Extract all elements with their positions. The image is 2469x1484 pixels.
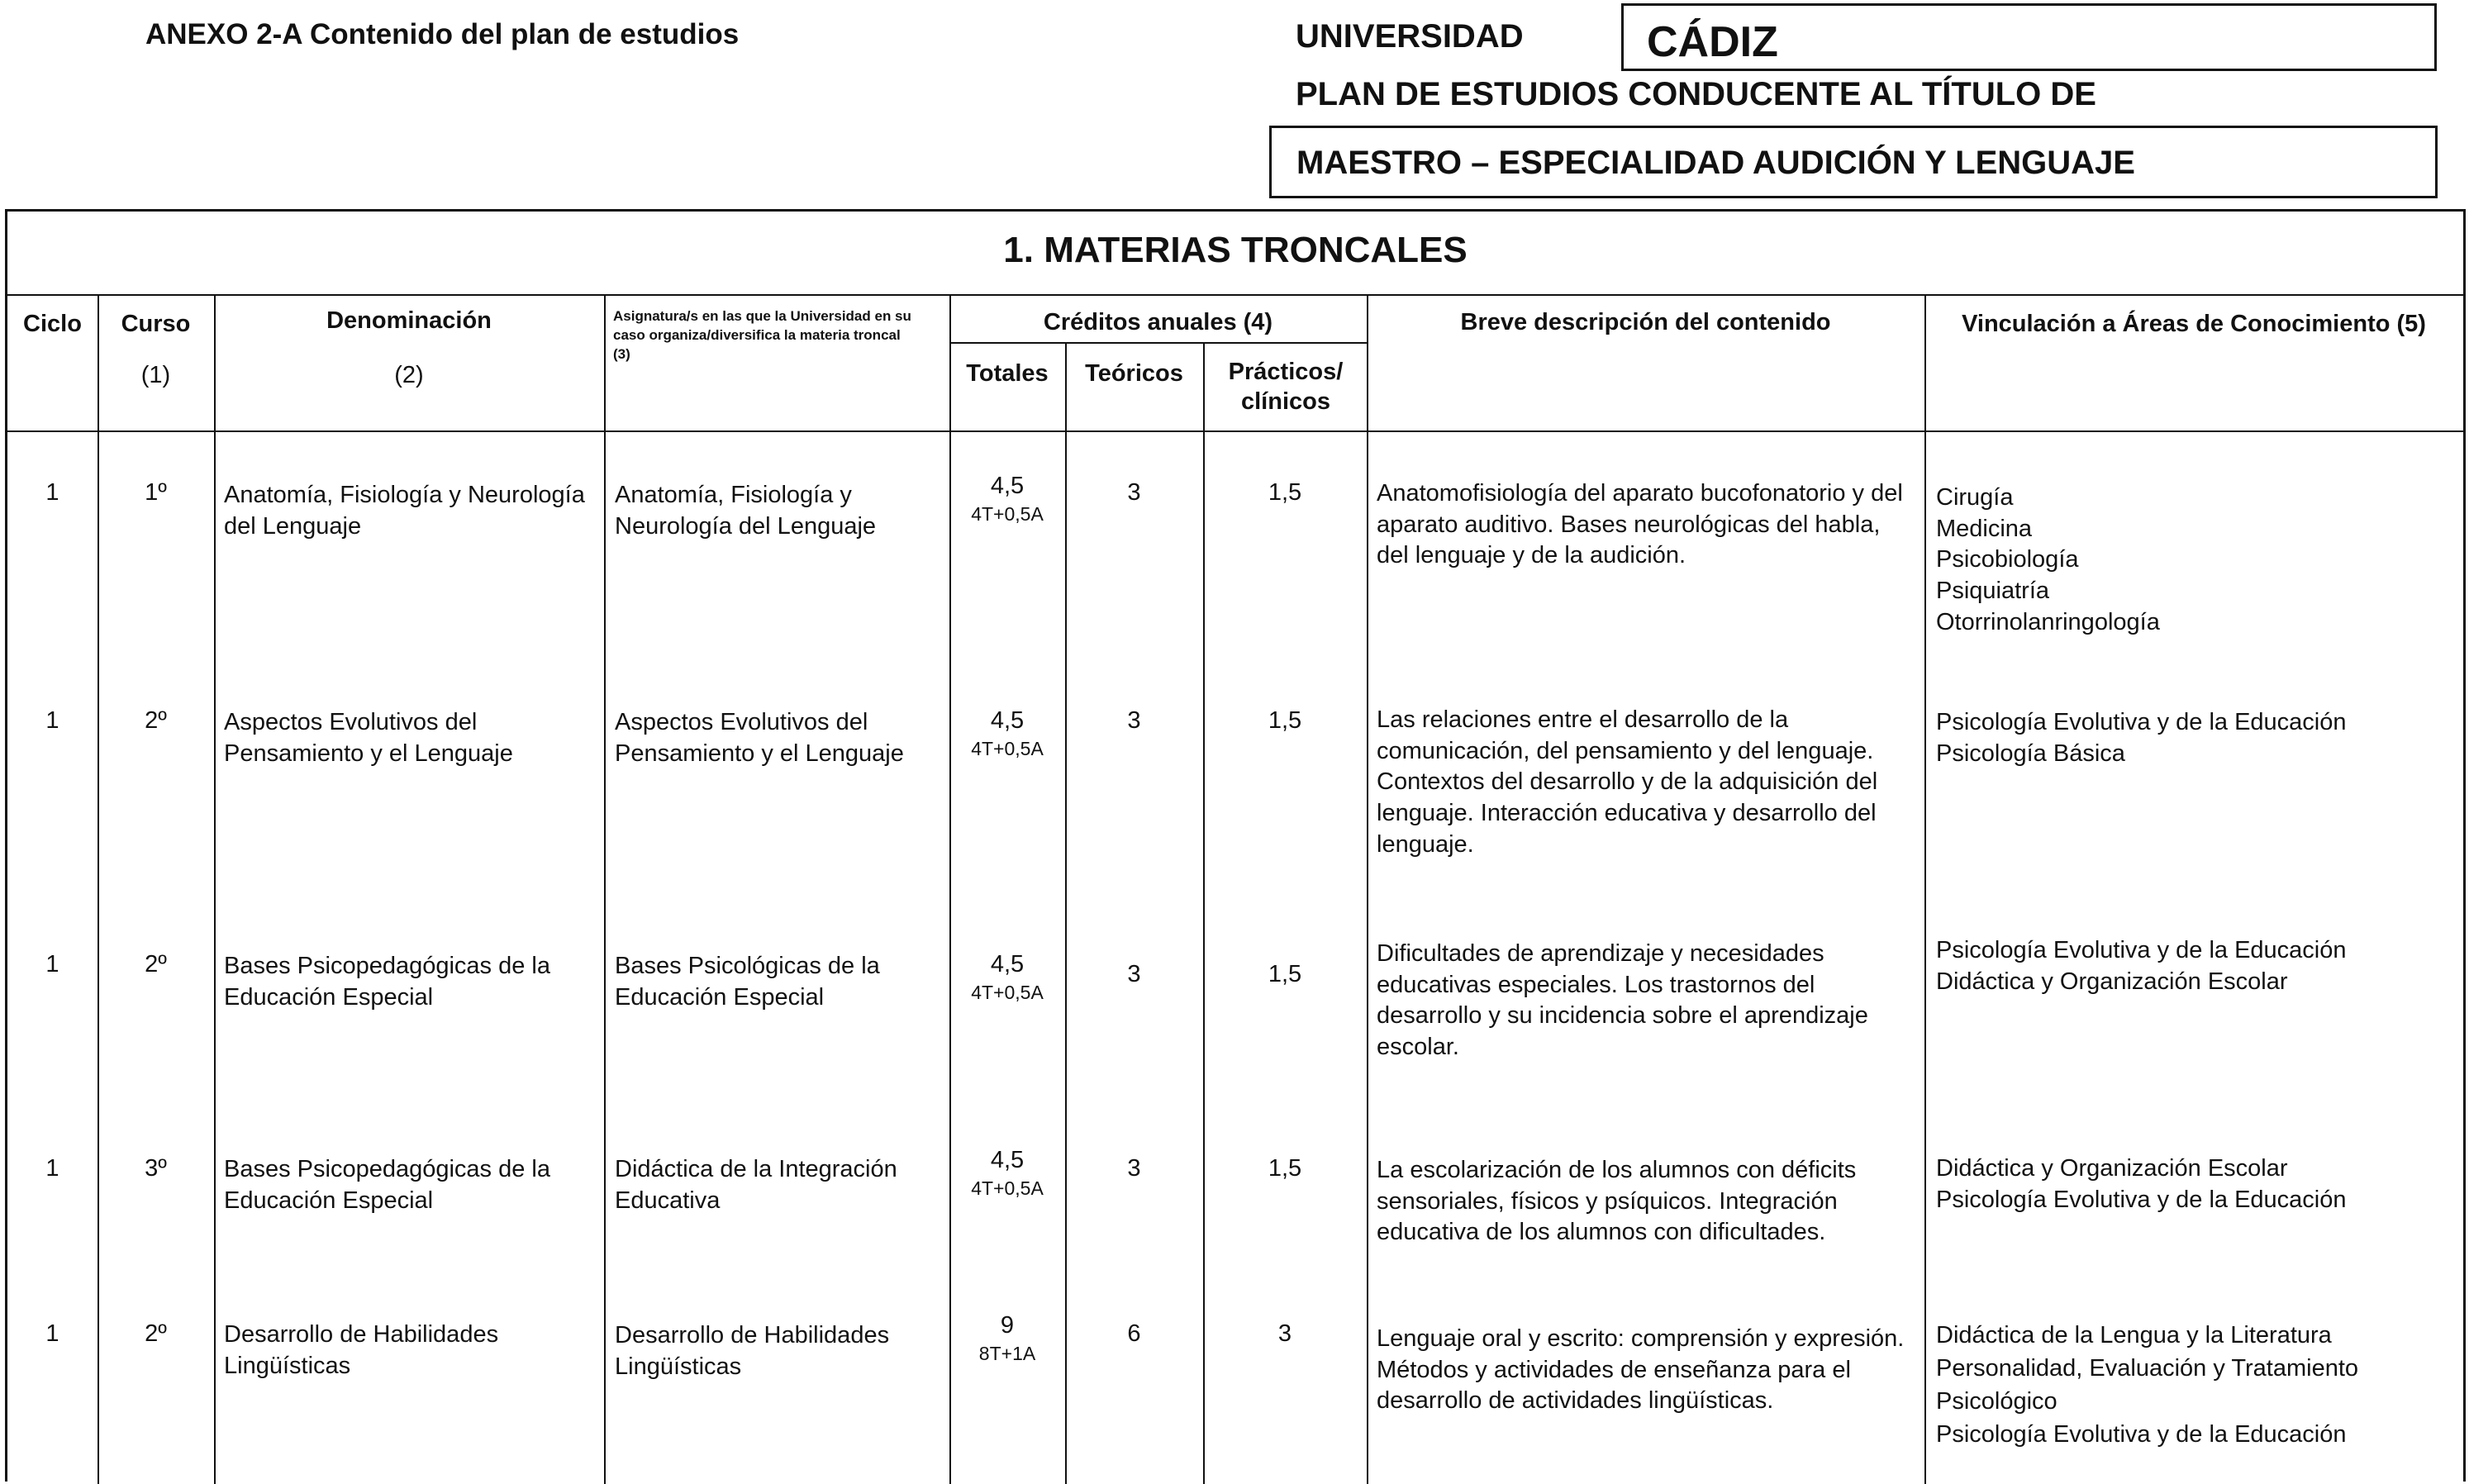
- column-divider: [1367, 294, 1368, 1484]
- cell-totales: [949, 471, 1065, 527]
- cell-ciclo: 1: [45, 1155, 59, 1182]
- cell-ciclo: 1: [45, 1320, 59, 1347]
- area-item: Didáctica y Organización Escolar: [1936, 1155, 2288, 1182]
- area-item: Psicología Básica: [1936, 740, 2125, 767]
- column-divider: [98, 294, 99, 1484]
- cell-denominacion: Aspectos Evolutivos del Pensamiento y el Lenguaje: [224, 709, 513, 767]
- col-creditos: Créditos anuales (4): [1043, 309, 1273, 335]
- cell-denominacion: Desarrollo de Habilidades Lingüísticas: [224, 1321, 499, 1379]
- cell-teoricos: 3: [1127, 707, 1141, 734]
- credits-total: 4,5: [990, 951, 1025, 977]
- area-item: Psiquiatría: [1936, 578, 2050, 605]
- cell-practicos: 1,5: [1268, 1155, 1302, 1182]
- area-item: Psicología Evolutiva y de la Educación: [1936, 1186, 2347, 1213]
- column-divider: [1924, 294, 1926, 1484]
- col-curso-note: (1): [140, 362, 171, 388]
- column-divider: [1203, 342, 1205, 1484]
- cell-totales: [949, 1310, 1065, 1367]
- cell-denominacion: Bases Psicopedagógicas de la Educación Especial: [224, 953, 550, 1011]
- area-item: Otorrinolanringología: [1936, 608, 2160, 635]
- cell-curso: 3º: [145, 1155, 167, 1182]
- cell-teoricos: 3: [1127, 961, 1141, 987]
- credits-total: 4,5: [990, 707, 1025, 734]
- cell-areas: [1936, 935, 2457, 997]
- cell-curso: 2º: [145, 707, 167, 734]
- cell-asignatura: Didáctica de la Integración Educativa: [615, 1156, 897, 1214]
- area-item: Psicología Evolutiva y de la Educación: [1936, 937, 2347, 963]
- area-item: Psicología Evolutiva y de la Educación: [1936, 1421, 2347, 1448]
- cell-teoricos: 3: [1127, 1155, 1141, 1182]
- area-item: Didáctica de la Lengua y la Literatura: [1936, 1322, 2332, 1348]
- cell-asignatura: Anatomía, Fisiología y Neurología del Lenguaje: [615, 482, 877, 540]
- col-practicos: Prácticos/ clínicos: [1228, 359, 1344, 416]
- plan-label: PLAN DE ESTUDIOS CONDUCENTE AL TÍTULO DE: [1296, 76, 2096, 112]
- cell-areas: [1936, 707, 2457, 769]
- cell-totales: [949, 1145, 1065, 1201]
- university-box: [1621, 3, 2437, 71]
- cell-descripcion: Lenguaje oral y escrito: comprensión y expresión. Métodos y actividades de enseñanza para el desarrollo de actividades lingüísticas.: [1377, 1325, 1905, 1415]
- section-title: 1. MATERIAS TRONCALES: [1003, 230, 1468, 270]
- cell-teoricos: 3: [1127, 479, 1141, 506]
- university-label: UNIVERSIDAD: [1296, 18, 1524, 55]
- cell-practicos: 3: [1277, 1320, 1292, 1347]
- cell-practicos: 1,5: [1268, 961, 1302, 987]
- subjects-table: [5, 209, 2466, 1482]
- col-denominacion-note: (2): [394, 362, 424, 388]
- col-areas: Vinculación a Áreas de Conocimiento (5): [1962, 311, 2426, 337]
- col-ciclo: Ciclo: [23, 311, 82, 337]
- cell-curso: 2º: [145, 951, 167, 977]
- cell-descripcion: Dificultades de aprendizaje y necesidades educativas especiales. Los trastornos del desarrollo y su incidencia sobre el aprendizaje escolar.: [1377, 940, 1868, 1061]
- credits-total: 4,5: [990, 1147, 1025, 1173]
- cell-curso: 2º: [145, 1320, 167, 1347]
- degree-title-box: [1269, 126, 2438, 198]
- area-item: Medicina: [1936, 515, 2033, 542]
- column-divider: [604, 294, 606, 1484]
- column-divider: [214, 294, 216, 1484]
- area-item: Personalidad, Evaluación y Tratamiento Psicológico: [1936, 1355, 2359, 1415]
- credits-total: 9: [1000, 1312, 1015, 1339]
- cell-asignatura: Bases Psicológicas de la Educación Especial: [615, 953, 880, 1011]
- col-totales: Totales: [966, 360, 1049, 387]
- annex-title: ANEXO 2-A Contenido del plan de estudios: [145, 18, 740, 50]
- col-curso: Curso: [121, 311, 191, 337]
- area-item: Didáctica y Organización Escolar: [1936, 968, 2288, 995]
- credits-detail: 8T+1A: [978, 1342, 1036, 1364]
- col-denominacion: Denominación: [326, 307, 492, 334]
- cell-practicos: 1,5: [1268, 707, 1302, 734]
- cell-descripcion: La escolarización de los alumnos con déficits sensoriales, físicos y psíquicos. Integración educativa de los alumnos con dificultades.: [1377, 1157, 1857, 1246]
- degree-title: MAESTRO – ESPECIALIDAD AUDICIÓN Y LENGUAJE: [1296, 145, 2135, 181]
- col-asignatura: Asignatura/s en las que la Universidad en su caso organiza/diversifica la materia troncal (3): [613, 308, 911, 362]
- area-item: Psicología Evolutiva y de la Educación: [1936, 709, 2347, 735]
- cell-areas: [1936, 483, 2457, 638]
- cell-areas: [1936, 1153, 2457, 1215]
- cell-curso: 1º: [145, 479, 167, 506]
- cell-totales: [949, 706, 1065, 762]
- credits-detail: 4T+0,5A: [971, 981, 1044, 1003]
- cell-totales: [949, 949, 1065, 1006]
- credits-detail: 4T+0,5A: [971, 1177, 1044, 1199]
- cell-ciclo: 1: [45, 951, 59, 977]
- cell-asignatura: Aspectos Evolutivos del Pensamiento y el Lenguaje: [615, 709, 904, 767]
- university-name: CÁDIZ: [1647, 18, 1778, 66]
- cell-practicos: 1,5: [1268, 479, 1302, 506]
- cell-areas: [1936, 1319, 2457, 1451]
- col-descripcion: Breve descripción del contenido: [1460, 309, 1831, 335]
- credits-detail: 4T+0,5A: [971, 737, 1044, 759]
- cell-descripcion: Anatomofisiología del aparato bucofonatorio y del aparato auditivo. Bases neurológicas del habla, del lenguaje y de la audición.: [1377, 480, 1903, 569]
- col-teoricos: Teóricos: [1085, 360, 1183, 387]
- cell-denominacion: Anatomía, Fisiología y Neurología del Lenguaje: [224, 482, 585, 540]
- cell-denominacion: Bases Psicopedagógicas de la Educación Especial: [224, 1156, 550, 1214]
- area-item: Cirugía: [1936, 484, 2014, 511]
- section-divider: [7, 294, 2463, 296]
- header-divider: [7, 430, 2463, 432]
- cell-asignatura: Desarrollo de Habilidades Lingüísticas: [615, 1322, 890, 1380]
- credits-divider: [949, 342, 1367, 344]
- cell-ciclo: 1: [45, 479, 59, 506]
- cell-ciclo: 1: [45, 707, 59, 734]
- cell-descripcion: Las relaciones entre el desarrollo de la comunicación, del pensamiento y del lenguaje. Contextos del desarrollo y de la adquisición del lenguaje. Interacción educativa y desarrollo del lenguaje.: [1377, 706, 1878, 858]
- credits-detail: 4T+0,5A: [971, 502, 1044, 525]
- column-divider: [1065, 342, 1067, 1484]
- area-item: Psicobiología: [1936, 546, 2079, 573]
- credits-total: 4,5: [990, 473, 1025, 499]
- cell-teoricos: 6: [1127, 1320, 1141, 1347]
